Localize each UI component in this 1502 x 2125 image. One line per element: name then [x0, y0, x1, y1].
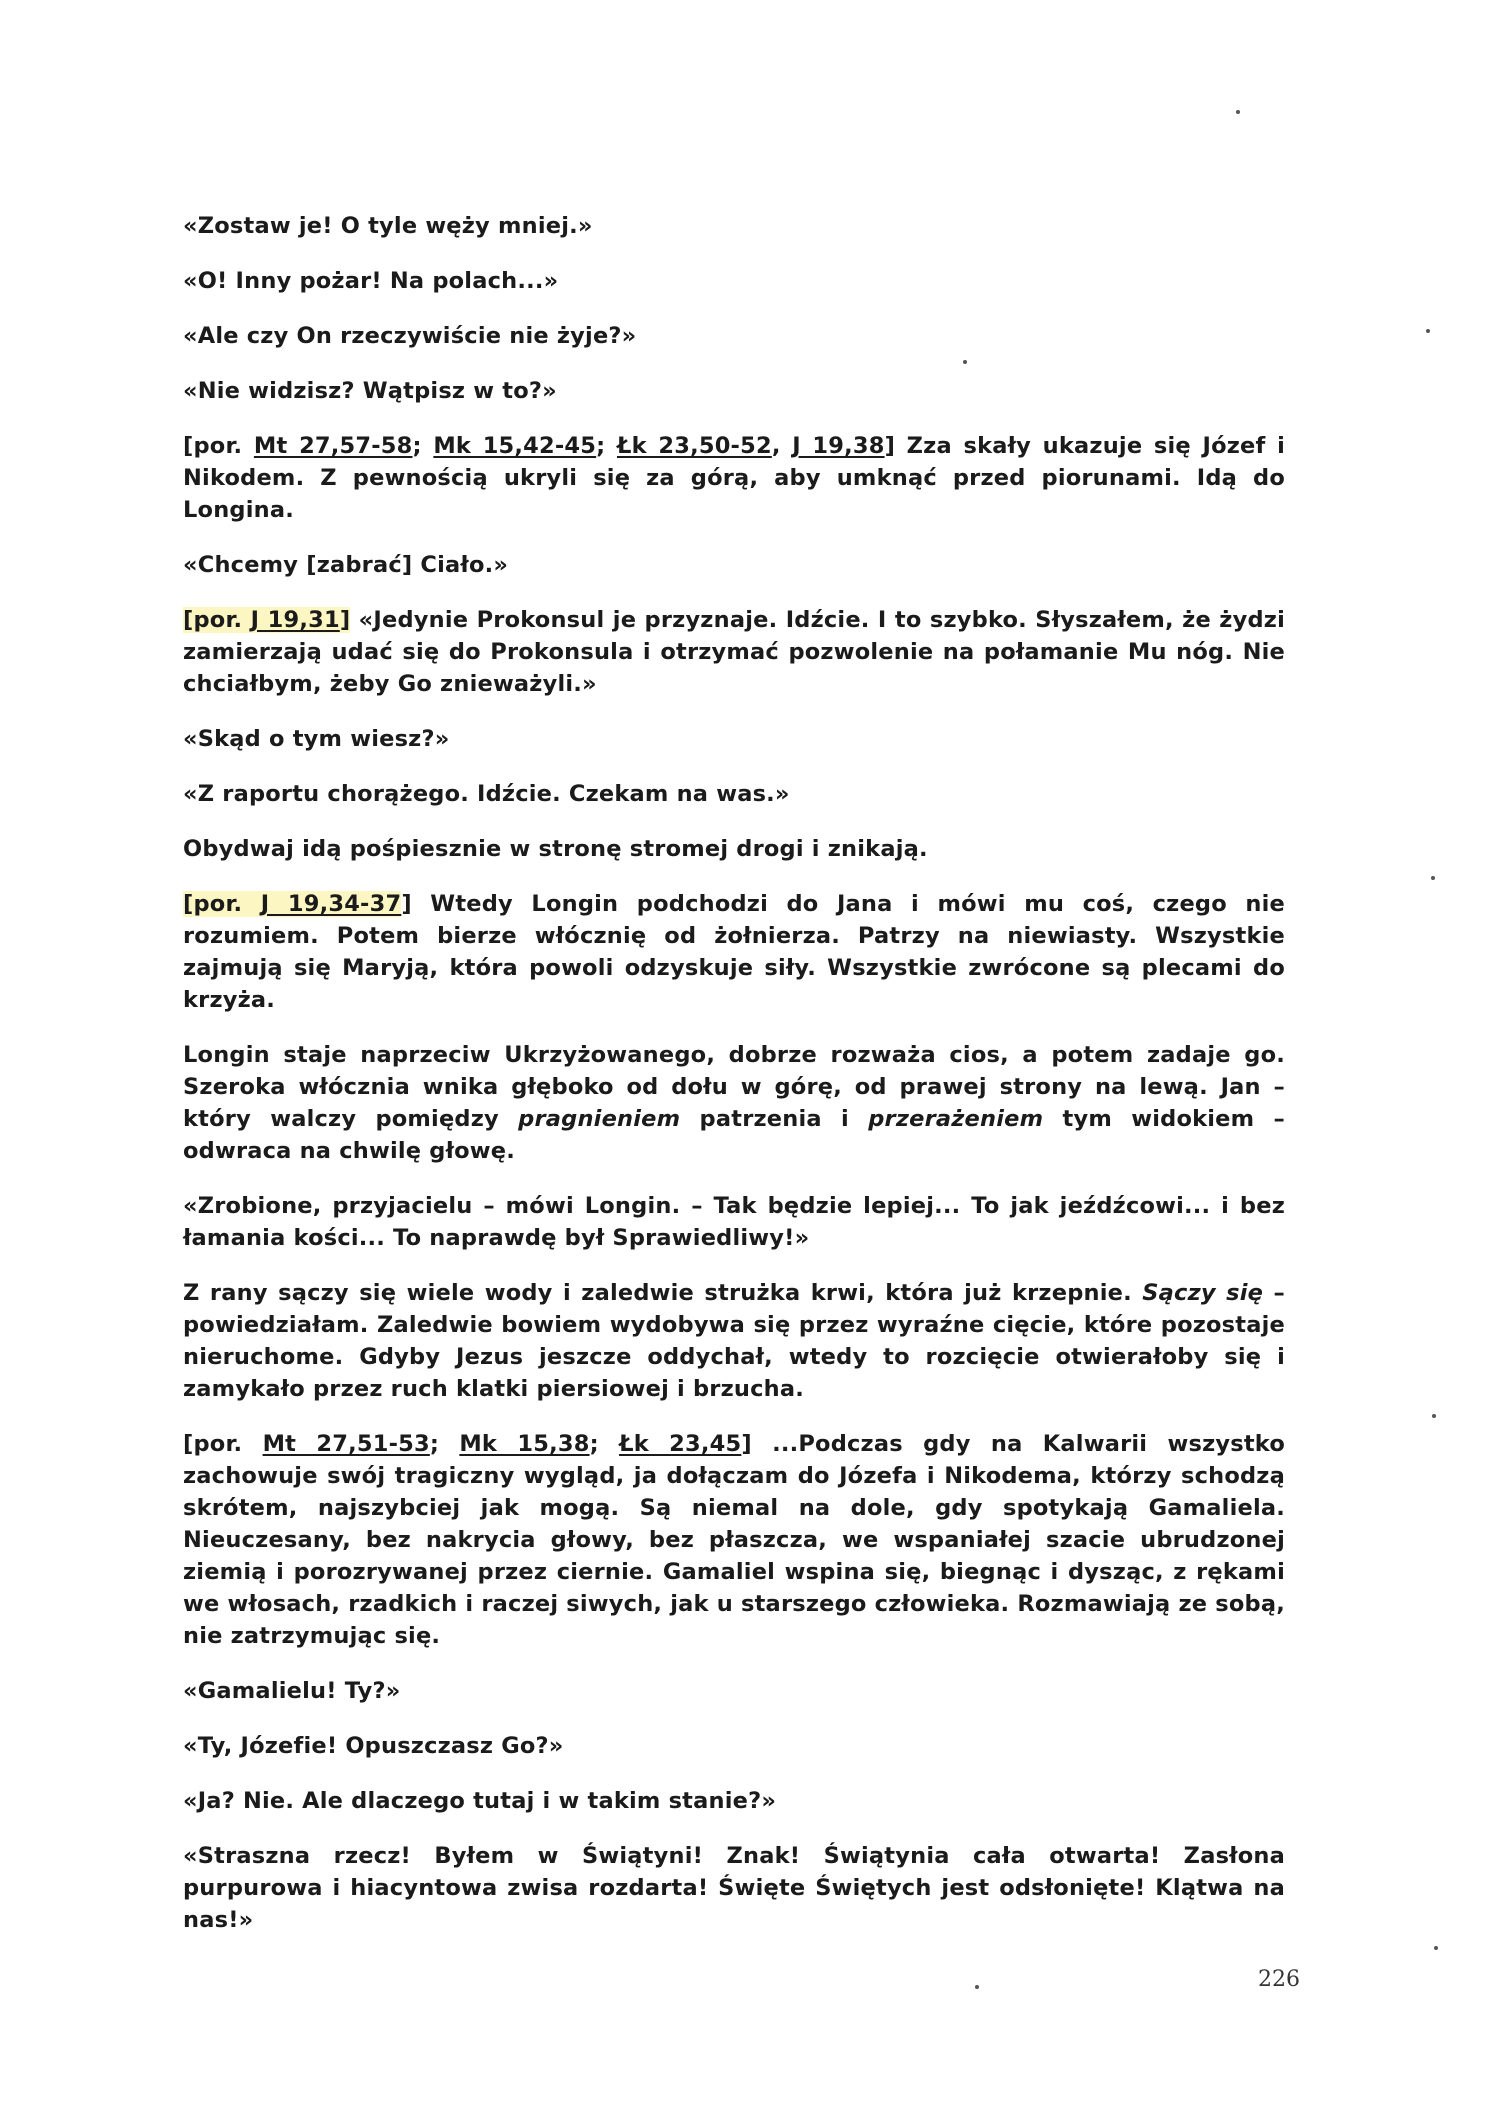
text-run: «Ja? Nie. Ale dlaczego tutaj i w takim stanie?»	[183, 1788, 777, 1814]
scan-speck	[1432, 1414, 1436, 1418]
text-run: «Zrobione, przyjacielu – mówi Longin. – Tak będzie lepiej... To jak jeźdźcowi... i bez łamania kości... To naprawdę był Sprawiedliwy!»	[183, 1193, 1285, 1251]
paragraph-gap	[183, 1817, 1285, 1840]
text-run: ] Zza skały ukazuje się Józef i Nikodem. Z pewnością ukryli się za górą, aby umknąć przed piorunami. Idą do Longina.	[183, 433, 1286, 523]
text-run: ] Wtedy Longin podchodzi do Jana i mówi mu coś, czego nie rozumiem. Potem bierze włócznię od żołnierza. Patrzy na niewiasty. Wszystkie zajmują się Maryją, która powoli odzyskuje siły. Wszystkie zwrócone są plecami do krzyża.	[183, 891, 1285, 1013]
page-number: 226	[1258, 1967, 1300, 1992]
paragraph-gap	[183, 1762, 1285, 1785]
paragraph	[183, 1675, 1285, 1707]
paragraph-gap	[183, 526, 1285, 549]
paragraph	[183, 888, 1285, 1016]
text-run: «Chcemy [zabrać] Ciało.»	[183, 552, 509, 578]
text-run: ] ...Podczas gdy na Kalwarii wszystko zachowuje swój tragiczny wygląd, ja dołączam do Józefa i Nikodema, którzy schodzą skrótem, najszybciej jak mogą. Są niemal na dole, gdy spotykają Gamaliela. Nieuczesany, bez nakrycia głowy, bez płaszcza, we wspaniałej szacie ubrudzonej ziemią i porozrywanej przez ciernie. Gamaliel wspina się, biegnąc i dysząc, z rękami we włosach, rzadkich i raczej siwych, jak u starszego człowieka. Rozmawiają ze sobą, nie zatrzymując się.	[183, 1431, 1285, 1649]
emphasis-text: Sączy się	[1142, 1280, 1264, 1306]
paragraph	[183, 778, 1285, 810]
text-run: ;	[412, 433, 434, 459]
emphasis-text: przerażeniem	[868, 1106, 1044, 1132]
paragraph	[183, 1730, 1285, 1762]
scan-speck	[1434, 1946, 1438, 1950]
paragraph	[183, 1840, 1285, 1936]
paragraph	[183, 833, 1285, 865]
text-run: Z rany sączy się wiele wody i zaledwie strużka krwi, która już krzepnie.	[183, 1280, 1143, 1306]
text-run: «O! Inny pożar! Na polach...»	[183, 268, 559, 294]
scripture-reference-link[interactable]: Mk 15,38	[459, 1431, 590, 1457]
text-run: «Gamalielu! Ty?»	[183, 1678, 401, 1704]
paragraph	[183, 210, 1285, 242]
text-run: «Zostaw je! O tyle węży mniej.»	[183, 213, 593, 239]
text-run: patrzenia i	[680, 1106, 869, 1132]
text-run: [por.	[183, 433, 254, 459]
paragraph-gap	[183, 1254, 1285, 1277]
paragraph	[183, 604, 1285, 700]
paragraph-gap	[183, 1167, 1285, 1190]
paragraph	[183, 1039, 1285, 1167]
text-run: ,	[771, 433, 793, 459]
paragraph-gap	[183, 1707, 1285, 1730]
paragraph	[183, 1277, 1285, 1405]
text-run: – powiedziałam. Zaledwie bowiem wydobywa się przez wyraźne cięcie, które pozostaje nieruchome. Gdyby Jezus jeszcze oddychał, wtedy to rozcięcie otwierałoby się i zamykało przez ruch klatki piersiowej i brzucha.	[183, 1280, 1285, 1402]
paragraph	[183, 1428, 1285, 1652]
text-run: ;	[589, 1431, 620, 1457]
paragraph-gap	[183, 1405, 1285, 1428]
scripture-reference-link[interactable]: Łk 23,45	[619, 1431, 742, 1457]
paragraph	[183, 320, 1285, 352]
scripture-reference-link[interactable]: J 19,34-37	[260, 891, 402, 917]
scripture-reference-link[interactable]: Łk 23,50-52	[616, 433, 772, 459]
scan-speck	[963, 360, 967, 364]
paragraph-gap	[183, 297, 1285, 320]
text-run: ]	[339, 607, 351, 633]
paragraph-gap	[183, 810, 1285, 833]
scan-speck	[1426, 329, 1430, 333]
emphasis-text: pragnieniem	[518, 1106, 681, 1132]
paragraph-gap	[183, 407, 1285, 430]
text-run: «Straszna rzecz! Byłem w Świątyni! Znak! Świątynia cała otwarta! Zasłona purpurowa i hiacyntowa zwisa rozdarta! Święte Świętych jest odsłonięte! Klątwa na nas!»	[183, 1843, 1285, 1933]
paragraph-gap	[183, 242, 1285, 265]
text-run: tym widokiem – odwraca na chwilę głowę.	[183, 1106, 1285, 1164]
scripture-reference-link[interactable]: Mk 15,42-45	[433, 433, 597, 459]
text-run: «Ale czy On rzeczywiście nie żyje?»	[183, 323, 637, 349]
text-run: «Jedynie Prokonsul je przyznaje. Idźcie. I to szybko. Słyszałem, że żydzi zamierzają udać się do Prokonsula i otrzymać pozwolenie na połamanie Mu nóg. Nie chciałbym, żeby Go znieważyli.»	[183, 607, 1285, 697]
scripture-reference-link[interactable]: J 19,31	[250, 607, 340, 633]
text-run: Longin staje naprzeciw Ukrzyżowanego, dobrze rozważa cios, a potem zadaje go. Szeroka włócznia wnika głęboko od dołu w górę, od prawej strony na lewą. Jan – który walczy pomiędzy	[183, 1042, 1285, 1132]
paragraph	[183, 1785, 1285, 1817]
paragraph	[183, 375, 1285, 407]
scan-speck	[1236, 110, 1240, 114]
scripture-reference-link[interactable]: J 19,38	[792, 433, 885, 459]
text-run: «Ty, Józefie! Opuszczasz Go?»	[183, 1733, 564, 1759]
paragraph	[183, 265, 1285, 297]
text-run: ;	[596, 433, 617, 459]
text-run: «Nie widzisz? Wątpisz w to?»	[183, 378, 557, 404]
text-run: «Z raportu chorążego. Idźcie. Czekam na was.»	[183, 781, 790, 807]
paragraph-gap	[183, 1652, 1285, 1675]
scripture-reference-link[interactable]: Mt 27,51-53	[262, 1431, 430, 1457]
scan-speck	[975, 1985, 979, 1989]
text-run: ;	[429, 1431, 460, 1457]
document-body	[183, 210, 1285, 1936]
paragraph-gap	[183, 700, 1285, 723]
paragraph	[183, 723, 1285, 755]
paragraph	[183, 1190, 1285, 1254]
scripture-reference-link[interactable]: Mt 27,57-58	[253, 433, 413, 459]
text-run: [por.	[183, 1431, 263, 1457]
paragraph	[183, 549, 1285, 581]
paragraph-gap	[183, 755, 1285, 778]
scan-speck	[1431, 876, 1435, 880]
text-run: «Skąd o tym wiesz?»	[183, 726, 450, 752]
text-run: [por.	[183, 607, 251, 633]
paragraph-gap	[183, 1016, 1285, 1039]
text-run: Obydwaj idą pośpiesznie w stronę stromej drogi i znikają.	[183, 836, 928, 862]
paragraph-gap	[183, 581, 1285, 604]
text-run: [por.	[183, 891, 261, 917]
paragraph-gap	[183, 352, 1285, 375]
paragraph	[183, 430, 1285, 526]
paragraph-gap	[183, 865, 1285, 888]
